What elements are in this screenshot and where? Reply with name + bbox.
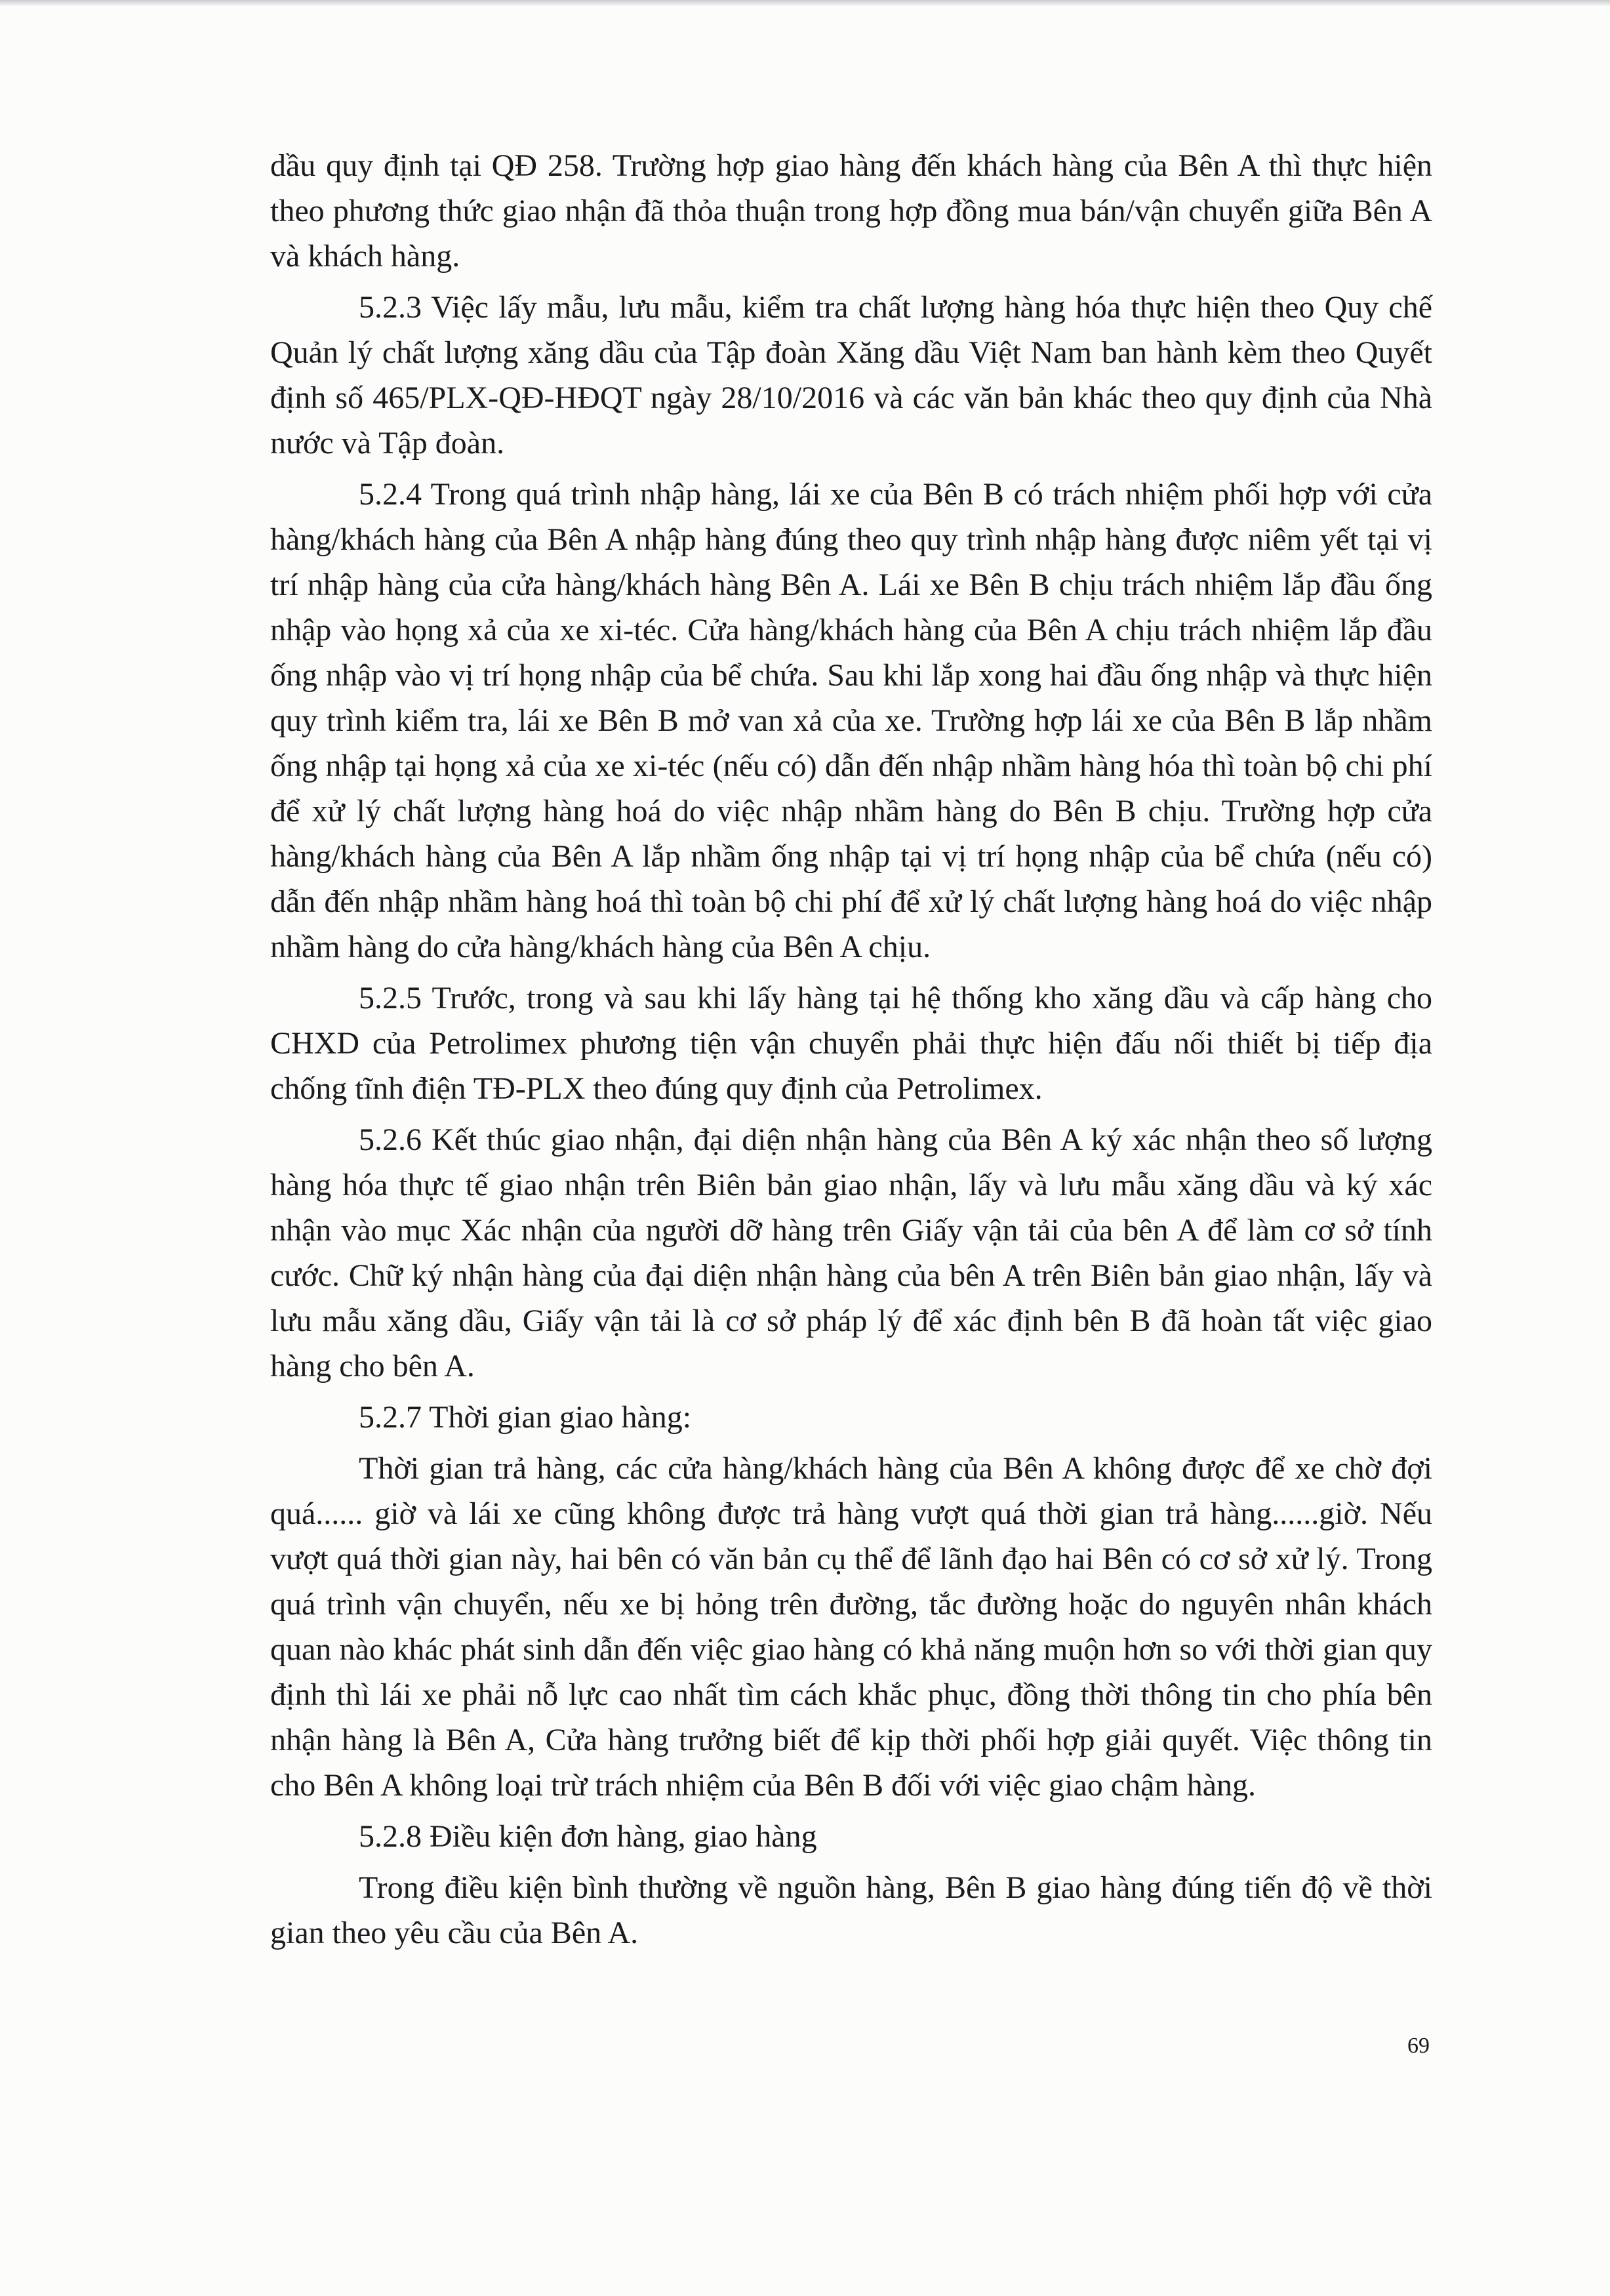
- document-body: [270, 143, 1432, 1956]
- paragraph-5-2-6: 5.2.6 Kết thúc giao nhận, đại diện nhận hàng của Bên A ký xác nhận theo số lượng hàng hóa thực tế giao nhận trên Biên bản giao nhận, lấy và lưu mẫu xăng dầu và ký xác nhận vào mục Xác nhận của người dỡ hàng trên Giấy vận tải của bên A để làm cơ sở tính cước. Chữ ký nhận hàng của đại diện nhận hàng của bên A trên Biên bản giao nhận, lấy và lưu mẫu xăng dầu, Giấy vận tải là cơ sở pháp lý để xác định bên B đã hoàn tất việc giao hàng cho bên A.: [270, 1122, 1432, 1384]
- paragraph-5-2-4: 5.2.4 Trong quá trình nhập hàng, lái xe của Bên B có trách nhiệm phối hợp với cửa hàng/khách hàng của Bên A nhập hàng đúng theo quy trình nhập hàng được niêm yết tại vị trí nhập hàng của cửa hàng/khách hàng Bên A. Lái xe Bên B chịu trách nhiệm lắp đầu ống nhập vào họng xả của xe xi-téc. Cửa hàng/khách hàng của Bên A chịu trách nhiệm lắp đầu ống nhập vào vị trí họng nhập của bể chứa. Sau khi lắp xong hai đầu ống nhập và thực hiện quy trình kiểm tra, lái xe Bên B mở van xả của xe. Trường hợp lái xe của Bên B lắp nhầm ống nhập tại họng xả của xe xi-téc (nếu có) dẫn đến nhập nhầm hàng hóa thì toàn bộ chi phí để xử lý chất lượng hàng hoá do việc nhập nhầm hàng do Bên B chịu. Trường hợp cửa hàng/khách hàng của Bên A lắp nhầm ống nhập tại vị trí họng nhập của bể chứa (nếu có) dẫn đến nhập nhầm hàng hoá thì toàn bộ chi phí để xử lý chất lượng hàng hoá do việc nhập nhầm hàng do cửa hàng/khách hàng của Bên A chịu.: [270, 477, 1432, 964]
- paragraph-continuation: dầu quy định tại QĐ 258. Trường hợp giao hàng đến khách hàng của Bên A thì thực hiện theo phương thức giao nhận đã thỏa thuận trong hợp đồng mua bán/vận chuyển giữa Bên A và khách hàng.: [270, 148, 1432, 274]
- scan-edge-shadow: [0, 0, 1610, 7]
- heading-5-2-7: 5.2.7 Thời gian giao hàng:: [359, 1400, 692, 1435]
- paragraph-order-conditions: Trong điều kiện bình thường về nguồn hàng, Bên B giao hàng đúng tiến độ về thời gian theo yêu cầu của Bên A.: [270, 1870, 1432, 1950]
- heading-5-2-8: 5.2.8 Điều kiện đơn hàng, giao hàng: [359, 1819, 817, 1854]
- paragraph-delivery-time: Thời gian trả hàng, các cửa hàng/khách hàng của Bên A không được để xe chờ đợi quá...... giờ và lái xe cũng không được trả hàng vượt quá thời gian trả hàng......giờ. Nếu vượt quá thời gian này, hai bên có văn bản cụ thể để lãnh đạo hai Bên có cơ sở xử lý. Trong quá trình vận chuyển, nếu xe bị hỏng trên đường, tắc đường hoặc do nguyên nhân khách quan nào khác phát sinh dẫn đến việc giao hàng có khả năng muộn hơn so với thời gian quy định thì lái xe phải nỗ lực cao nhất tìm cách khắc phục, đồng thời thông tin cho phía bên nhận hàng là Bên A, Cửa hàng trưởng biết để kịp thời phối hợp giải quyết. Việc thông tin cho Bên A không loại trừ trách nhiệm của Bên B đối với việc giao chậm hàng.: [270, 1451, 1432, 1803]
- paragraph-5-2-3: 5.2.3 Việc lấy mẫu, lưu mẫu, kiểm tra chất lượng hàng hóa thực hiện theo Quy chế Quản lý chất lượng xăng dầu của Tập đoàn Xăng dầu Việt Nam ban hành kèm theo Quyết định số 465/PLX-QĐ-HĐQT ngày 28/10/2016 và các văn bản khác theo quy định của Nhà nước và Tập đoàn.: [270, 290, 1432, 461]
- paragraph-5-2-5: 5.2.5 Trước, trong và sau khi lấy hàng tại hệ thống kho xăng dầu và cấp hàng cho CHXD của Petrolimex phương tiện vận chuyển phải thực hiện đấu nối thiết bị tiếp địa chống tĩnh điện TĐ-PLX theo đúng quy định của Petrolimex.: [270, 981, 1432, 1106]
- page-number: 69: [1407, 2034, 1430, 2058]
